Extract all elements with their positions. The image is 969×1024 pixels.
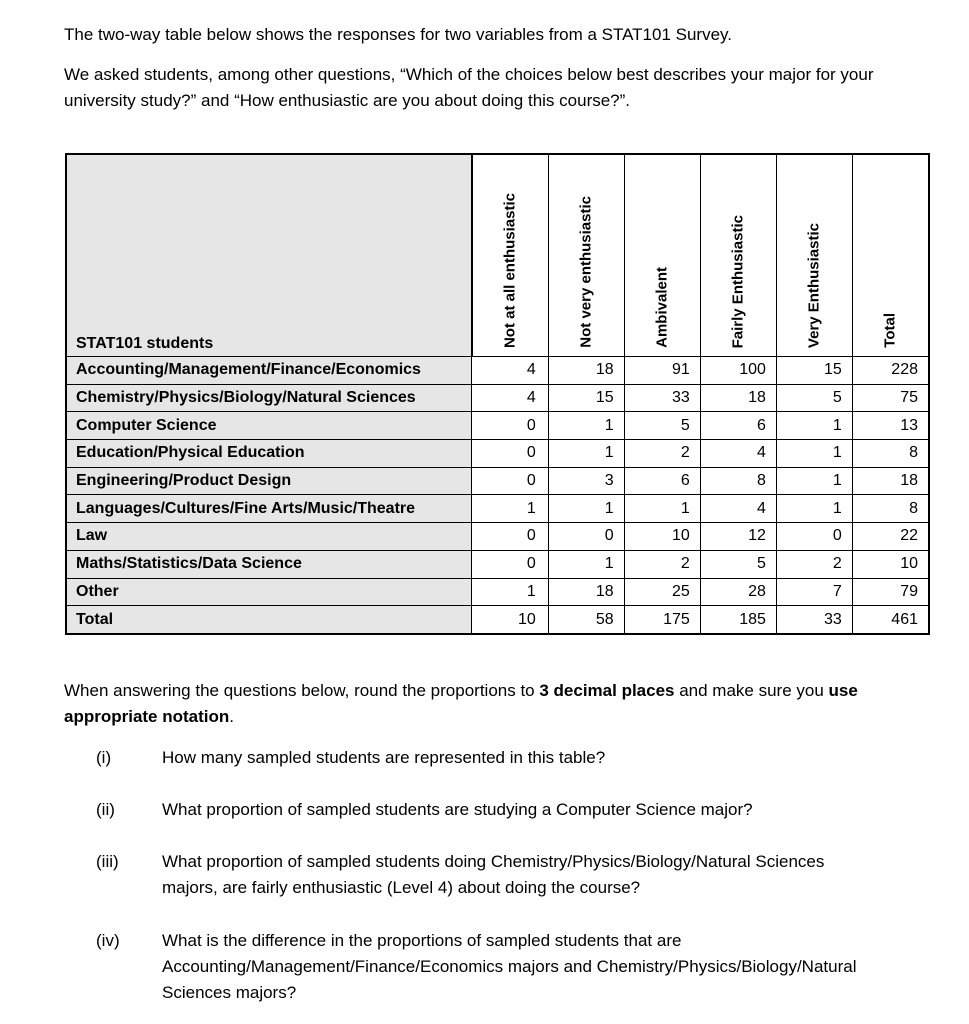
table-cell: 1 xyxy=(548,495,624,523)
row-label: Languages/Cultures/Fine Arts/Music/Theatre xyxy=(66,495,472,523)
intro-line-1: The two-way table below shows the responses for two variables from a STAT101 Survey. xyxy=(64,25,733,44)
table-cell: 58 xyxy=(548,606,624,634)
table-corner-cell xyxy=(66,154,472,357)
column-header-label: Not at all enthusiastic xyxy=(501,192,519,348)
question-text: What proportion of sampled students doing Chemistry/Physics/Biology/Natural Sciences majors, are fairly enthusiastic (Level 4) about doing the course? xyxy=(162,852,825,897)
question-number: (i) xyxy=(96,748,112,767)
table-cell: 228 xyxy=(852,357,929,385)
table-cell: 10 xyxy=(852,550,929,578)
table-cell: 461 xyxy=(852,606,929,634)
corner-label: STAT101 students xyxy=(76,335,214,352)
table-cell: 6 xyxy=(700,412,776,440)
table-cell: 1 xyxy=(548,440,624,468)
table-row xyxy=(66,357,929,385)
table-cell: 8 xyxy=(852,440,929,468)
table-cell: 8 xyxy=(852,495,929,523)
table-cell: 1 xyxy=(776,440,852,468)
table-cell: 5 xyxy=(776,384,852,412)
table-cell: 5 xyxy=(700,550,776,578)
table-cell: 1 xyxy=(776,467,852,495)
table-cell: 0 xyxy=(472,412,548,440)
table-cell: 15 xyxy=(548,384,624,412)
table-row xyxy=(66,578,929,606)
row-label: Maths/Statistics/Data Science xyxy=(66,550,472,578)
table-cell: 6 xyxy=(624,467,700,495)
row-label: Chemistry/Physics/Biology/Natural Sciences xyxy=(66,384,472,412)
row-label: Engineering/Product Design xyxy=(66,467,472,495)
table-cell: 1 xyxy=(548,412,624,440)
table-row xyxy=(66,523,929,551)
row-label: Total xyxy=(66,606,472,634)
instructions-post: . xyxy=(229,707,235,726)
intro-line-2: We asked students, among other questions, “Which of the choices below best describes your major for your university study?” and “How enthusiastic are you about doing this course?”. xyxy=(64,65,874,110)
table-cell: 33 xyxy=(776,606,852,634)
table-cell: 0 xyxy=(548,523,624,551)
table-row xyxy=(66,440,929,468)
row-label: Computer Science xyxy=(66,412,472,440)
table-cell: 33 xyxy=(624,384,700,412)
table-cell: 4 xyxy=(472,357,548,385)
column-header xyxy=(548,154,624,357)
table-cell: 91 xyxy=(624,357,700,385)
table-row xyxy=(66,412,929,440)
table-cell: 185 xyxy=(700,606,776,634)
table-cell: 2 xyxy=(624,550,700,578)
table-row xyxy=(66,384,929,412)
column-header-label: Fairly Enthusiastic xyxy=(729,214,747,348)
table-cell: 13 xyxy=(852,412,929,440)
table-row xyxy=(66,495,929,523)
question-number: (iv) xyxy=(96,931,120,950)
table-cell: 10 xyxy=(472,606,548,634)
table-cell: 79 xyxy=(852,578,929,606)
table-cell: 10 xyxy=(624,523,700,551)
column-header-label: Very Enthusiastic xyxy=(805,222,823,348)
table-cell: 8 xyxy=(700,467,776,495)
table-cell: 15 xyxy=(776,357,852,385)
table-cell: 18 xyxy=(548,578,624,606)
table-cell: 1 xyxy=(472,578,548,606)
table-cell: 0 xyxy=(472,467,548,495)
table-cell: 18 xyxy=(548,357,624,385)
table-cell: 100 xyxy=(700,357,776,385)
column-header-label: Total xyxy=(881,313,899,348)
table-cell: 1 xyxy=(472,495,548,523)
instructions-mid: and make sure you xyxy=(674,681,829,700)
two-way-table xyxy=(65,153,930,635)
column-header xyxy=(700,154,776,357)
table-cell: 1 xyxy=(548,550,624,578)
table-cell: 1 xyxy=(624,495,700,523)
instructions-bold-1: 3 decimal places xyxy=(539,681,675,700)
table-cell: 4 xyxy=(472,384,548,412)
table-cell: 4 xyxy=(700,495,776,523)
question-number: (iii) xyxy=(96,852,119,871)
question-text: What is the difference in the proportions of sampled students that are Accounting/Management/Finance/Economics majors and Chemistry/Physics/Biology/Natural Sciences majors? xyxy=(162,931,857,1002)
table-cell: 18 xyxy=(700,384,776,412)
question-text: What proportion of sampled students are studying a Computer Science major? xyxy=(162,800,753,819)
column-header-label: Ambivalent xyxy=(653,267,671,348)
table-header-row xyxy=(66,154,929,357)
instructions-bold-2: use appropriate notation xyxy=(64,681,858,726)
table-cell: 0 xyxy=(472,440,548,468)
table-cell: 12 xyxy=(700,523,776,551)
table-cell: 1 xyxy=(776,412,852,440)
instructions xyxy=(64,678,914,730)
table-cell: 175 xyxy=(624,606,700,634)
table-cell: 2 xyxy=(776,550,852,578)
table-row xyxy=(66,606,929,634)
column-header xyxy=(624,154,700,357)
table-row xyxy=(66,550,929,578)
column-header xyxy=(852,154,929,357)
table-cell: 5 xyxy=(624,412,700,440)
table-cell: 25 xyxy=(624,578,700,606)
column-header xyxy=(776,154,852,357)
table-cell: 0 xyxy=(472,550,548,578)
table-cell: 0 xyxy=(776,523,852,551)
question-text: How many sampled students are represented in this table? xyxy=(162,748,606,767)
table-cell: 1 xyxy=(776,495,852,523)
table-cell: 3 xyxy=(548,467,624,495)
table-cell: 0 xyxy=(472,523,548,551)
column-header-label: Not very enthusiastic xyxy=(577,196,595,348)
table-cell: 4 xyxy=(700,440,776,468)
table-cell: 2 xyxy=(624,440,700,468)
table-cell: 22 xyxy=(852,523,929,551)
table-cell: 28 xyxy=(700,578,776,606)
table-row xyxy=(66,467,929,495)
instructions-pre: When answering the questions below, round the proportions to xyxy=(64,681,540,700)
row-label: Other xyxy=(66,578,472,606)
table-cell: 18 xyxy=(852,467,929,495)
row-label: Law xyxy=(66,523,472,551)
column-header xyxy=(472,154,548,357)
table-cell: 75 xyxy=(852,384,929,412)
row-label: Accounting/Management/Finance/Economics xyxy=(66,357,472,385)
table-body xyxy=(66,357,929,634)
question-number: (ii) xyxy=(96,800,115,819)
row-label: Education/Physical Education xyxy=(66,440,472,468)
table-cell: 7 xyxy=(776,578,852,606)
